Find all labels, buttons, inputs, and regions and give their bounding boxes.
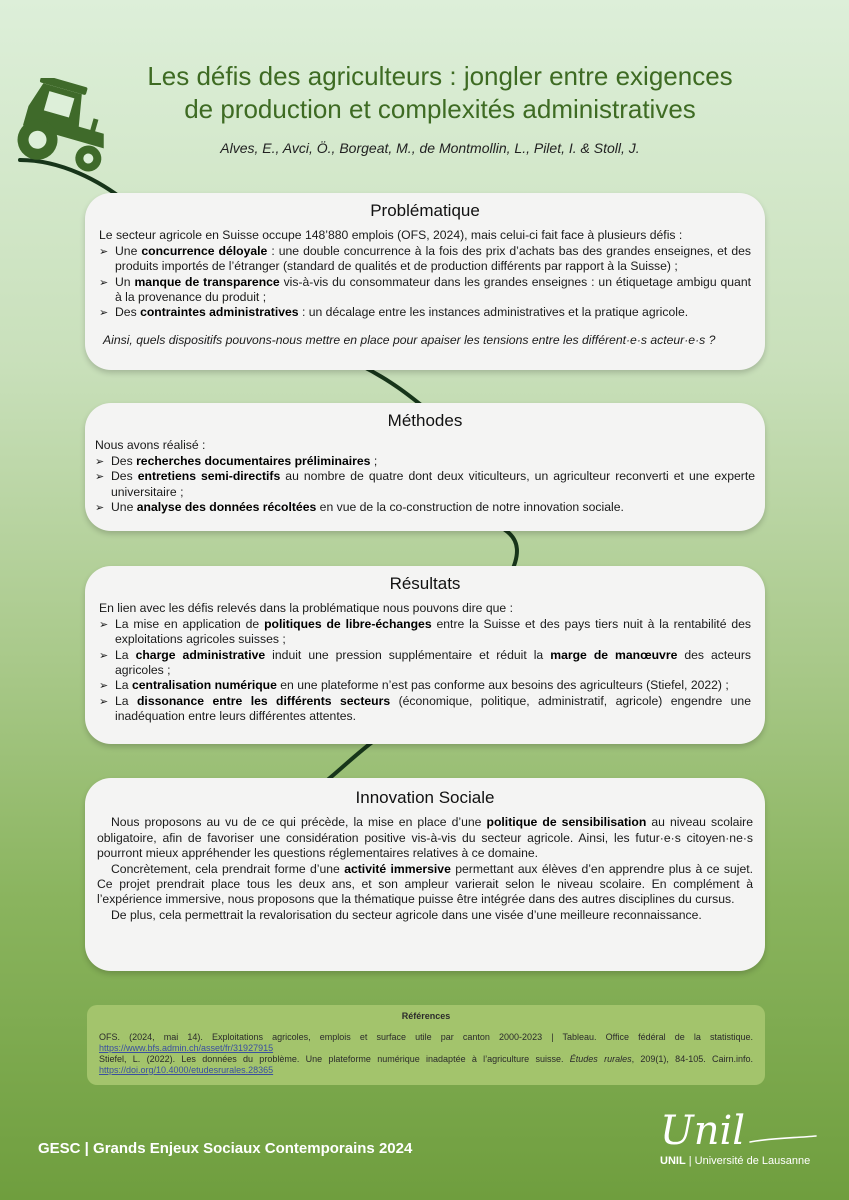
problematique-intro: Le secteur agricole en Suisse occupe 148’880 emplois (OFS, 2024), mais celui-ci fait face à plusieurs défis : <box>99 228 683 243</box>
innovation-paragraph-1: Nous proposons au vu de ce qui précède, la mise en place d’une politique de sensibilisation au niveau scolaire obligatoire, afin de favoriser une considération positive vis-à-vis du secteur agricole. Ainsi, les futur·e·s citoyen·ne·s pourront mieux appréhender les questions réglementaires relatives à ce domaine. <box>97 815 753 861</box>
list-item: ➢ Une concurrence déloyale : une double concurrence à la fois des prix d’achats bas des grandes enseignes, et des produits importés de l’étranger (standard de qualités et de production différents par rapport à la Suisse) ; <box>99 244 751 275</box>
unil-caption: UNIL | Université de Lausanne <box>660 1155 811 1167</box>
resultats-card <box>85 566 765 744</box>
methodes-list <box>95 454 755 516</box>
title-line-2: de production et complexités administratives <box>184 94 696 124</box>
list-item: ➢ Des recherches documentaires préliminaires ; <box>95 454 755 469</box>
list-item: ➢ La dissonance entre les différents secteurs (économique, politique, administratif, agricole) engendre une inadéquation entre leurs différentes attentes. <box>99 694 751 725</box>
references-box <box>87 1005 765 1085</box>
methodes-card <box>85 403 765 531</box>
innovation-card <box>85 778 765 971</box>
methodes-intro: Nous avons réalisé : <box>95 438 206 453</box>
title-line-1: Les défis des agriculteurs : jongler entre exigences <box>147 61 733 91</box>
resultats-list <box>99 617 751 725</box>
innovation-paragraph-3: De plus, cela permettrait la revalorisation du secteur agricole dans une visée d’une meilleure reconnaissance. <box>111 907 702 922</box>
list-item: ➢ La mise en application de politiques de libre-échanges entre la Suisse et des pays tiers nuit à la rentabilité des exploitations agricoles suisses ; <box>99 617 751 648</box>
reference-ofs-link[interactable]: https://www.bfs.admin.ch/asset/fr/31927915 <box>99 1043 274 1053</box>
resultats-intro: En lien avec les défis relevés dans la problématique nous pouvons dire que : <box>99 601 513 616</box>
problematique-title: Problématique <box>370 201 480 220</box>
list-item: ➢ La centralisation numérique en une plateforme n’est pas conforme aux besoins des agriculteurs (Stiefel, 2022) ; <box>99 678 751 693</box>
problematique-list <box>99 244 751 321</box>
list-item: ➢ Un manque de transparence vis-à-vis du consommateur dans les grandes enseignes : un étiquetage ambigu quant à la provenance du produit ; <box>99 275 751 306</box>
references-title: Références <box>401 1011 451 1021</box>
authors: Alves, E., Avci, Ö., Borgeat, M., de Montmollin, L., Pilet, I. & Stoll, J. <box>220 140 640 156</box>
list-item: ➢ Une analyse des données récoltées en vue de la co-construction de notre innovation sociale. <box>95 500 755 515</box>
poster-title <box>70 60 810 126</box>
resultats-title: Résultats <box>389 574 461 593</box>
list-item: ➢ Des entretiens semi-directifs au nombre de quatre dont deux viticulteurs, un agriculteur reconverti et une experte universitaire ; <box>95 469 755 500</box>
footer-text: GESC | Grands Enjeux Sociaux Contemporains 2024 <box>38 1140 413 1157</box>
innovation-paragraph-2: Concrètement, cela prendrait forme d’une activité immersive permettant aux élèves d’en apprendre plus à ce sujet. Ce projet prendrait place tous les deux ans, et son ampleur varierait selon le niveau scolaire. En complément à l’expérience immersive, nous proposons que la thématique puisse être intégrée dans des autres disciplines du cursus. <box>97 861 754 907</box>
reference-stiefel: Stiefel, L. (2022). Les données du problème. Une plateforme numérique inadaptée à l’agriculture suisse. Études rurales, 209(1), 84-105. Cairn.info. https://doi.org/10.4000/etudesrurales.28365 <box>99 1054 754 1075</box>
reference-stiefel-link[interactable]: https://doi.org/10.4000/etudesrurales.28365 <box>99 1065 274 1075</box>
innovation-title: Innovation Sociale <box>355 788 495 807</box>
research-question: Ainsi, quels dispositifs pouvons-nous mettre en place pour apaiser les tensions entre les différent·e·s acteur·e·s ? <box>103 332 716 347</box>
list-item: ➢ Des contraintes administratives : un décalage entre les instances administratives et la pratique agricole. <box>99 305 751 320</box>
methodes-title: Méthodes <box>387 411 463 430</box>
problematique-card <box>85 193 765 370</box>
unil-logo-text: Unil <box>660 1108 746 1154</box>
unil-logo <box>660 1108 820 1154</box>
reference-ofs: OFS. (2024, mai 14). Exploitations agricoles, emplois et surface utile par canton 2000-2023 | Tableau. Office fédéral de la statistique. https://www.bfs.admin.ch/asset/fr/31927915 <box>99 1032 753 1053</box>
list-item: ➢ La charge administrative induit une pression supplémentaire et réduit la marge de manœuvre des acteurs agricoles ; <box>99 648 751 679</box>
